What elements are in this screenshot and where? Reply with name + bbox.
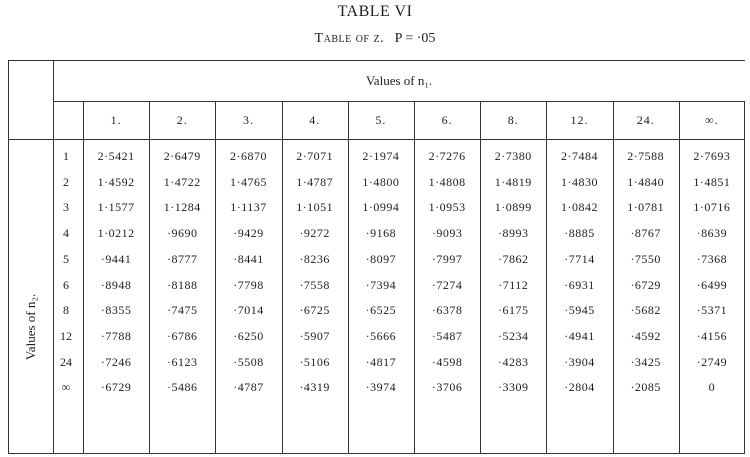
table-cell: ·6729: [100, 380, 132, 395]
table-cell: ·3309: [498, 380, 529, 395]
table-cell: ·5508: [233, 354, 264, 369]
table-cell: ·8441: [233, 251, 264, 266]
table-cell: 2·1974: [362, 149, 400, 163]
column-header: 24.: [636, 113, 655, 127]
table-cell: ·6725: [299, 303, 330, 318]
table-cell: ·7558: [299, 277, 330, 292]
table-cell: 1·1137: [230, 200, 267, 215]
row-header: 5: [63, 251, 69, 266]
table-cell: ·2804: [564, 380, 595, 395]
table-cell: ·8993: [498, 226, 529, 241]
table-cell: ·5945: [564, 303, 595, 318]
row-header: 1: [63, 149, 69, 163]
table-cell: ·5666: [365, 328, 397, 343]
table-cell: 1·4722: [163, 174, 201, 189]
table-cell: 0: [708, 380, 716, 395]
column-group-label: Values of n₁.: [365, 73, 433, 88]
table-cell: ·9093: [431, 226, 463, 241]
table-cell: ·7788: [100, 328, 132, 343]
table-cell: ·7112: [498, 277, 529, 292]
table-cell: 1·4840: [627, 174, 665, 189]
table-cell: 2·7484: [560, 149, 598, 163]
table-cell: 1·4819: [494, 174, 532, 189]
table-cell: 1·4592: [97, 174, 135, 189]
table-cell: 2·7693: [693, 149, 731, 163]
table-cell: ·7274: [431, 277, 463, 292]
table-cell: ·3904: [564, 354, 595, 369]
table-cell: ·5234: [498, 328, 529, 343]
table-cell: 1·4800: [362, 174, 400, 189]
table-cell: ·8097: [365, 251, 397, 266]
table-cell: ·5486: [167, 380, 198, 395]
table-cell: ·6250: [233, 328, 264, 343]
row-header: 4: [63, 226, 69, 241]
table-cell: 2·7276: [428, 149, 466, 163]
table-cell: ·6499: [696, 277, 728, 292]
table-cell: ·7798: [233, 277, 264, 292]
table-cell: ·6175: [498, 303, 529, 318]
table-cell: ·4319: [299, 380, 330, 395]
table-cell: 1·1284: [163, 200, 201, 215]
row-header: 3: [63, 200, 69, 215]
table-cell: ·6525: [365, 303, 397, 318]
table-cell: 2·6479: [163, 149, 201, 163]
table-cell: ·6378: [431, 303, 463, 318]
table-cell: ·2749: [696, 354, 728, 369]
table-cell: ·8639: [696, 226, 728, 241]
table-cell: ·2085: [630, 380, 661, 395]
column-header: 4.: [309, 113, 321, 127]
table-cell: ·4817: [365, 354, 397, 369]
table-cell: ·7368: [696, 251, 728, 266]
table-cell: ·8767: [630, 226, 661, 241]
table-cell: ·4156: [696, 328, 728, 343]
table-cell: ·5487: [431, 328, 463, 343]
divider-header: [9, 139, 745, 140]
table-cell: ·6123: [167, 354, 198, 369]
table-cell: ·5682: [630, 303, 661, 318]
row-header: 6: [63, 277, 69, 292]
table-cell: 2·7380: [494, 149, 532, 163]
column-header: 3.: [242, 113, 254, 127]
table-cell: ·9441: [100, 251, 132, 266]
table-cell: ·7862: [498, 251, 529, 266]
table-cell: 1·4851: [693, 174, 731, 189]
table-cell: ·5907: [299, 328, 330, 343]
table-cell: 1·0899: [494, 200, 532, 215]
table-cell: ·7394: [365, 277, 397, 292]
table-cell: ·5106: [299, 354, 330, 369]
column-header: 6.: [441, 113, 453, 127]
table-cell: 2·6870: [229, 149, 267, 163]
subtitle-condition: P = ·05: [394, 31, 436, 46]
table-cell: 2·7588: [627, 149, 665, 163]
table-cell: ·9429: [233, 226, 264, 241]
table-cell: ·7714: [564, 251, 595, 266]
column-header: 8.: [507, 113, 519, 127]
column-header: 2.: [176, 113, 188, 127]
row-header: 2: [63, 174, 69, 189]
table-cell: ·8355: [100, 303, 132, 318]
table-cell: ·8885: [564, 226, 595, 241]
row-group-label-wrap: [11, 201, 51, 453]
table-cell: ·9690: [167, 226, 198, 241]
column-header: 12.: [570, 113, 589, 127]
row-header: ∞: [61, 380, 71, 395]
row-header: 24: [60, 354, 72, 369]
table-cell: ·3974: [365, 380, 397, 395]
subtitle-label: Table of z.: [314, 31, 385, 46]
table-cell: 1·4808: [428, 174, 466, 189]
table-cell: ·5371: [696, 303, 728, 318]
table-title: TABLE VI: [337, 3, 413, 20]
table-cell: ·4283: [498, 354, 529, 369]
table-cell: ·3706: [431, 380, 463, 395]
column-header: 5.: [375, 113, 387, 127]
table-cell: 1·0994: [362, 200, 400, 215]
z-table: [8, 60, 745, 454]
table-cell: ·7997: [431, 251, 463, 266]
table-cell: ·8777: [167, 251, 198, 266]
table-cell: ·7014: [233, 303, 264, 318]
table-cell: ·6729: [630, 277, 661, 292]
table-cell: ·4598: [431, 354, 463, 369]
row-header: 12: [60, 328, 72, 343]
table-cell: 1·4765: [229, 174, 267, 189]
table-cell: 1·1577: [97, 200, 135, 215]
row-group-label: Values of n₂.: [23, 293, 38, 361]
table-cell: ·7246: [100, 354, 132, 369]
column-header: 1.: [110, 113, 122, 127]
table-cell: ·3425: [630, 354, 661, 369]
table-cell: ·7550: [630, 251, 661, 266]
table-cell: ·8948: [100, 277, 132, 292]
table-cell: 2·5421: [97, 149, 135, 163]
table-cell: 1·0842: [560, 200, 598, 215]
table-cell: ·4592: [630, 328, 661, 343]
table-cell: 2·7071: [296, 149, 334, 163]
table-cell: ·7475: [167, 303, 198, 318]
table-cell: 1·0953: [428, 200, 466, 215]
table-cell: ·4941: [564, 328, 595, 343]
table-cell: 1·4830: [560, 174, 598, 189]
table-subtitle: [0, 31, 750, 47]
table-cell: ·4787: [233, 380, 264, 395]
table-cell: 1·0781: [627, 200, 665, 215]
table-cell: 1·0212: [97, 226, 135, 241]
table-cell: ·9168: [365, 226, 397, 241]
table-cell: 1·0716: [693, 200, 731, 215]
table-cell: 1·1051: [296, 200, 334, 215]
row-header: 8: [63, 303, 69, 318]
table-cell: ·9272: [299, 226, 330, 241]
table-cell: 1·4787: [296, 174, 334, 189]
divider-group-header: [53, 101, 745, 102]
table-cell: ·8236: [299, 251, 330, 266]
table-cell: ·8188: [167, 277, 198, 292]
table-cell: ·6931: [564, 277, 595, 292]
table-cell: ·6786: [167, 328, 198, 343]
column-header: ∞.: [705, 113, 719, 127]
